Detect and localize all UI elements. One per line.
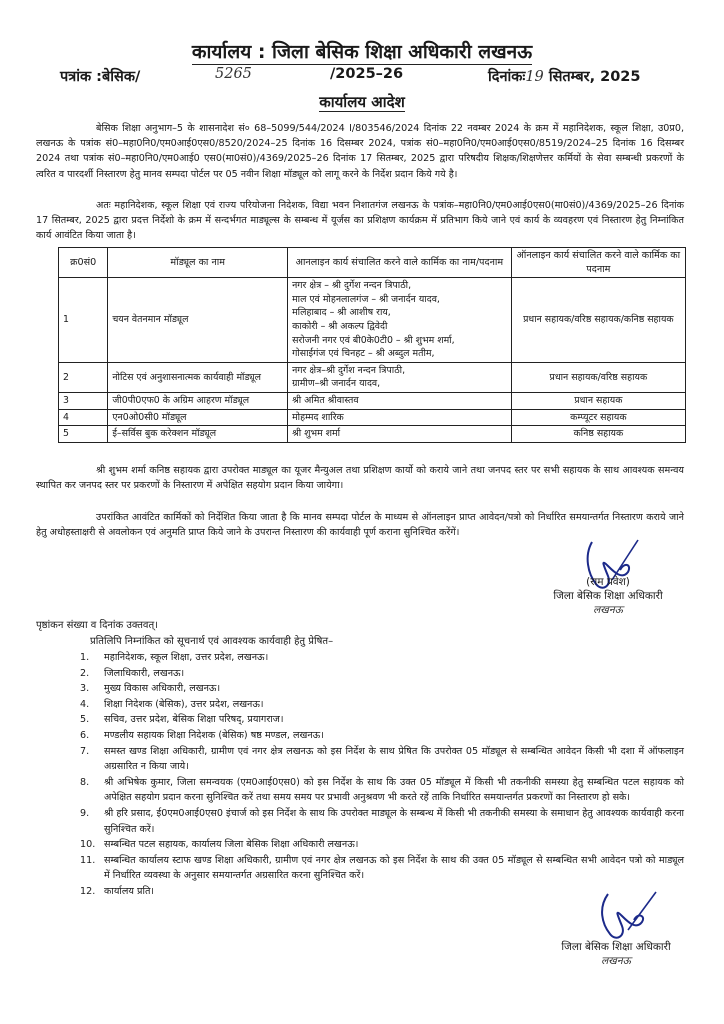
staff-line: श्री अमित श्रीवास्तव (292, 394, 359, 406)
copy-item-number: 5. (80, 714, 90, 726)
staff-line: माल एवं मोहनलालगंज – श्री जनार्दन यादव, (292, 293, 440, 305)
copy-heading: प्रतिलिपि निम्नांकित को सूचनार्थ एवं आवश्यक कार्यवाही हेतु प्रेषित– (90, 636, 334, 647)
reference-line (60, 66, 680, 90)
copy-list (80, 650, 684, 900)
cell-module: नोटिस एवं अनुशासनात्मक कार्यवाही मॉड्यूल (108, 362, 288, 392)
copy-item-text: सचिव, उत्तर प्रदेश, बेसिक शिक्षा परिषद्, प्रयागराज। (104, 714, 284, 726)
signatory-place: लखनऊ (593, 604, 623, 616)
date-rest: सितम्बर, 2025 (543, 69, 641, 85)
copy-item-text: महानिदेशक, स्कूल शिक्षा, उत्तर प्रदेश, लखनऊ। (104, 652, 269, 663)
copy-list-item (80, 806, 684, 837)
copy-list-item (80, 744, 684, 775)
paragraph-2-text: अतः महानिदेशक, स्कूल शिक्षा एवं राज्य परियोजना निदेशक, विद्या भवन निशातगंज लखनऊ के पत्रांक–महा0नि0/एम0आई0एस0(मा0सं0)/4369/2025–26 दिनांक 17 सितम्बर, 2025 द्वारा प्रदत्त निर्देशो के क्रम में सन्दर्भगत माड्यूल्स के सम्बन्ध में यूर्जस का प्रशिक्षण कार्यक्रम में प्रतिभाग किये जाने एवं कार्य के व्यवहरण एवं निस्तारण हेतु निम्नांकित कार्य आवंटित किया जाता है। (36, 200, 684, 242)
staff-line: काकोरी – श्री अकल्प द्विवेदी (292, 320, 388, 332)
paragraph-2 (36, 198, 684, 244)
signatory-2-designation: जिला बेसिक शिक्षा अधिकारी (561, 941, 671, 953)
cell-staff (288, 409, 512, 426)
copy-item-number: 2. (80, 667, 90, 679)
table-row (59, 278, 686, 363)
staff-line: ग्रामीण–श्री जनार्दन यादव, (292, 378, 381, 390)
cell-serial: 2 (59, 362, 108, 392)
paragraph-4-text: उपरांकित आवंटित कार्मिकों को निर्देशित किया जाता है कि मानव सम्पदा पोर्टल के माध्यम से ऑनलाइन प्राप्त आवेदन/पत्रो को निर्धारित समयान्तर्गत निस्तारण कराये जाने हेतु अधोहस्ताक्षरी से अवलोकन एवं अनुमति प्राप्त किये जाने के उपरान्त निस्तारण की कार्यवाही पूर्ण कराना सुनिश्चित करेंगें। (36, 512, 684, 539)
copy-item-number: 11. (80, 854, 96, 866)
copy-list-item (80, 884, 684, 900)
copy-item-number: 1. (80, 652, 90, 663)
copy-item-text: मण्डलीय सहायक शिक्षा निदेशक (बेसिक) षष्ठ मण्डल, लखनऊ। (104, 729, 324, 741)
date-day-handwritten: 19 (525, 69, 544, 85)
paragraph-3 (36, 463, 684, 493)
table-header-row (59, 248, 686, 278)
copy-list-item (80, 837, 684, 853)
copy-list-item (80, 666, 684, 682)
staff-line: श्री शुभम शर्मा (292, 428, 341, 440)
cell-staff (288, 278, 512, 363)
copy-item-text: जिलाधिकारी, लखनऊ। (104, 667, 185, 679)
copy-item-number: 3. (80, 683, 90, 695)
paragraph-1-text: बेसिक शिक्षा अनुभाग–5 के शासनादेश सं० 68–5099/544/2024 I/803546/2024 दिनांक 22 नवम्बर 2024 के क्रम में महानिदेशक, स्कूल शिक्षा, उ0प्र0, लखनऊ के पत्रांक सं0–महा0नि0/एम0आई0एस0/8520/2024–25 दिनांक 16 दिसम्बर 2024, पत्रांक सं0–महा0नि0/एम0आई0एस0/8519/2024–25 दिनांक 16 दिसम्बर 2024 तथा पत्रांक सं0–महा0नि0/एम0आई0 एस0(मा0सं0)/4369/2025–26 दिनांक 17 सितम्बर, 2025 द्वारा परिषदीय शिक्षक/शिक्षणेत्तर कर्मियों के सेवा सम्बन्धी प्रकरणों के त्वरित व पारदर्शी निस्तारण हेतु मानव सम्पदा पोर्टल पर 05 नवीन शिक्षा मॉड्यूल को लागू करने के निर्देश प्रदान किये गये है। (36, 123, 684, 180)
copy-item-text: मुख्य विकास अधिकारी, लखनऊ। (104, 683, 221, 695)
order-title (0, 92, 724, 112)
order-title-text: कार्यालय आदेश (319, 93, 405, 111)
date-label: दिनांकः (488, 69, 526, 85)
cell-serial: 5 (59, 426, 108, 443)
ref-label: पत्रांक :बेसिक/ (60, 69, 141, 85)
cell-module: एन0ओ0सी0 मॉड्यूल (108, 409, 288, 426)
copy-item-number: 9. (80, 807, 90, 819)
signature-mark-2 (596, 890, 658, 946)
table-row (59, 409, 686, 426)
staff-line: मलिहाबाद – श्री आशीष राय, (292, 307, 391, 319)
office-title-text: कार्यालय : जिला बेसिक शिक्षा अधिकारी लखनऊ (191, 41, 533, 63)
copy-item-text: कार्यालय प्रति। (104, 885, 155, 897)
staff-line: सरोजनी नगर एवं बी0के0टी0 – श्री शुभम शर्मा, (292, 334, 455, 346)
header-module: मॉड्यूल का नाम (108, 248, 288, 278)
cell-designation: प्रधान सहायक (511, 392, 685, 409)
cell-staff (288, 426, 512, 443)
copy-list-item (80, 775, 684, 806)
copy-item-number: 8. (80, 776, 90, 788)
cell-serial: 1 (59, 278, 108, 363)
copy-item-number: 6. (80, 729, 90, 741)
cell-module: जी0पी0एफ0 के अग्रिम आहरण मॉड्यूल (108, 392, 288, 409)
signatory-name: (राम प्रवेश) (586, 576, 630, 588)
copy-list-item (80, 728, 684, 744)
endorsement-line: पृष्ठांकन संख्या व दिनांक उक्तवत्। (36, 620, 158, 631)
cell-staff (288, 392, 512, 409)
staff-line: नगर क्षेत्र – श्री दुर्गेश नन्दन त्रिपाठी, (292, 280, 412, 292)
cell-designation: कम्प्यूटर सहायक (511, 409, 685, 426)
cell-serial: 3 (59, 392, 108, 409)
date-line (488, 66, 641, 86)
cell-staff (288, 362, 512, 392)
allocation-table (58, 247, 686, 443)
ref-number-handwritten: 5265 (215, 66, 252, 82)
copy-item-text: श्री हरि प्रसाद, ई0एम0आई0एस0 इंचार्ज को इस निर्देश के साथ कि उपरोक्त माड्यूल के सम्बन्ध में किसी भी तकनीकी समस्या के समाधान हेतु आवश्यक कार्यवाही करना सुनिश्चित करें। (104, 807, 684, 835)
cell-designation: कनिष्ठ सहायक (511, 426, 685, 443)
staff-line: मोहम्मद शारिक (292, 411, 344, 423)
header-staff: आनलाइन कार्य संचालित करने वाले कार्मिक का नाम/पदनाम (288, 248, 512, 278)
copy-item-text: समस्त खण्ड शिक्षा अधिकारी, ग्रामीण एवं नगर क्षेत्र लखनऊ को इस निर्देश के साथ प्रेषित कि उपरोक्त 05 मॉड्यूल से सम्बन्धित आवेदन किसी भी दशा में ऑफलाइन अग्रसारित न किया जाये। (104, 745, 684, 773)
paragraph-3-text: श्री शुभम शर्मा कनिष्ठ सहायक द्वारा उपरोक्त माड्यूल का यूजर मैन्युअल तथा प्रशिक्षण कार्यो को कराये जाने तथा जनपद स्तर पर सभी सहायक के साथ आवश्यक समन्वय स्थापित कर जनपद स्तर पर प्रकरणों के निस्तारण में अपेक्षित सहयोग प्रदान किया जायेगा। (36, 465, 684, 492)
copy-item-text: श्री अभिषेक कुमार, जिला समन्वयक (एम0आई0एस0) को इस निर्देश के साथ कि उक्त 05 मॉड्यूल में किसी भी तकनीकी समस्या हेतु सम्बन्धित पटल सहायक को अपेक्षित सहयोग प्रदान करना सुनिश्चित करें तथा समय समय पर प्रभावी अनुश्रवण भी करते रहें ताकि निर्धारित समयान्तर्गत प्रकरणों का निस्तारण हो सके। (104, 776, 684, 804)
copy-item-text: सम्बन्धित पटल सहायक, कार्यालय जिला बेसिक शिक्षा अधिकारी लखनऊ। (104, 839, 359, 851)
signature-block-1 (528, 575, 688, 617)
staff-line: गोसाईगंज एवं चिनहट – श्री अब्दुल मतीम, (292, 348, 435, 360)
copy-list-item (80, 681, 684, 697)
copy-item-text: सम्बन्धित कार्यालय स्टाफ खण्ड शिक्षा अधिकारी, ग्रामीण एवं नगर क्षेत्र लखनऊ को इस निर्देश के साथ की उक्त 05 मॉड्यूल से सम्बन्धित सभी आवेदन पत्रो को माड्यूल में निर्धारित व्यवस्था के अनुसार समयान्तर्गत अग्रसारित करना सुनिश्चित करें। (104, 854, 684, 882)
copy-item-text: शिक्षा निदेशक (बेसिक), उत्तर प्रदेश, लखनऊ। (104, 698, 264, 710)
copy-list-item (80, 650, 684, 666)
cell-designation: प्रधान सहायक/वरिष्ठ सहायक (511, 362, 685, 392)
ref-year: /2025–26 (330, 66, 404, 82)
header-serial: क्र0सं0 (59, 248, 108, 278)
copy-item-number: 10. (80, 839, 96, 851)
table-body (59, 278, 686, 443)
copy-item-number: 4. (80, 698, 90, 710)
cell-module: चयन वेतनमान मॉड्यूल (108, 278, 288, 363)
signature-block-2 (536, 940, 696, 968)
copy-list-item (80, 853, 684, 884)
cell-designation: प्रधान सहायक/वरिष्ठ सहायक/कनिष्ठ सहायक (511, 278, 685, 363)
table-row (59, 426, 686, 443)
signatory-designation: जिला बेसिक शिक्षा अधिकारी (553, 590, 663, 602)
copy-item-number: 12. (80, 885, 96, 897)
cell-module: ई–सर्विस बुक करेक्शन मॉड्यूल (108, 426, 288, 443)
paragraph-1 (36, 121, 684, 182)
header-designation: ऑनलाइन कार्य संचालित करने वाले कार्मिक का पदनाम (511, 248, 685, 278)
copy-list-item (80, 697, 684, 713)
office-title (0, 38, 724, 64)
signatory-2-place: लखनऊ (601, 955, 631, 967)
copy-item-number: 7. (80, 745, 90, 757)
staff-line: नगर क्षेत्र–श्री दुर्गेश नन्दन त्रिपाठी, (292, 364, 406, 376)
copy-list-item (80, 712, 684, 728)
cell-serial: 4 (59, 409, 108, 426)
table-row (59, 362, 686, 392)
table-row (59, 392, 686, 409)
